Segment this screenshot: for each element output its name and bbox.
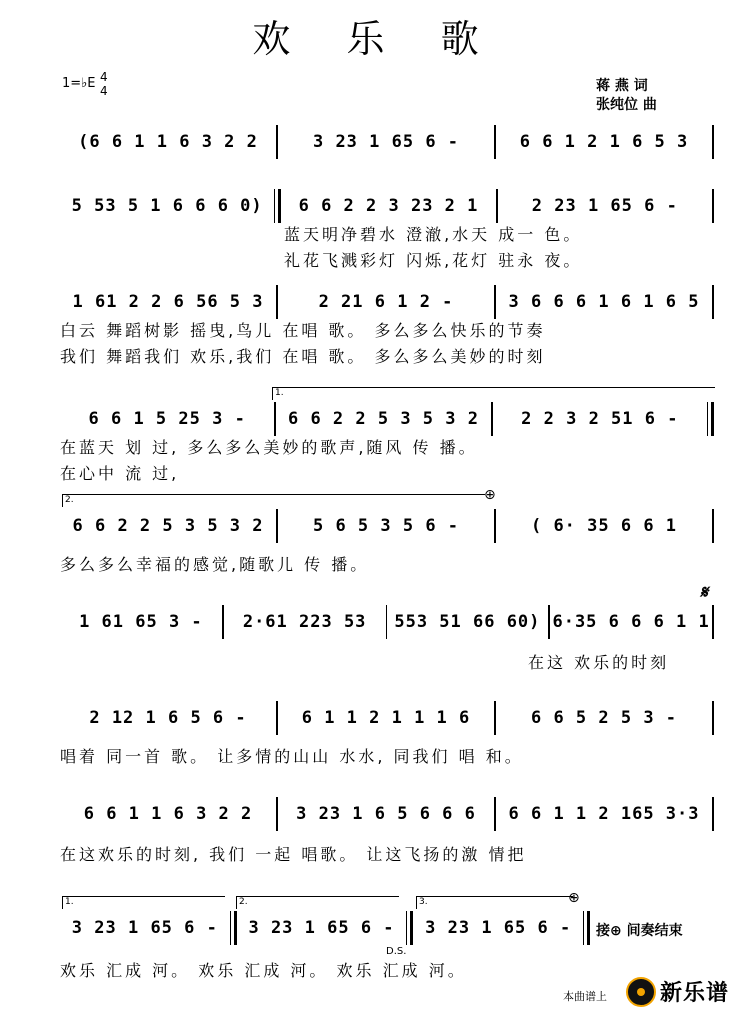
song-title: 欢 乐 歌 (252, 17, 501, 61)
coda-instruction: 接⊕ 间奏结束 (596, 923, 683, 939)
notes-row (60, 700, 714, 736)
first-ending-bracket: 1. (272, 387, 715, 400)
lyric-line: 白云 舞蹈树影 摇曳,鸟儿 在唱 歌。 多么多么快乐的节奏 (60, 321, 546, 340)
measure: 2 21 6 1 2 - (318, 292, 454, 312)
measure: 6 6 5 2 5 3 - (530, 708, 678, 728)
lyric-line: 我们 舞蹈我们 欢乐,我们 在唱 歌。 多么多么美妙的时刻 (60, 347, 546, 366)
measure: 3 23 1 65 6 - (248, 918, 395, 938)
measure: 2 23 1 65 6 - (531, 196, 678, 216)
measure: 1 61 65 3 - (79, 612, 203, 632)
measure: 6 6 2 2 3 23 2 1 (298, 196, 479, 216)
barline (712, 701, 714, 735)
site-logo (626, 976, 729, 1007)
repeat-end-barline (707, 402, 714, 436)
repeat-start-barline (274, 189, 281, 223)
lyric-line: 在这 欢乐的时刻 (528, 653, 670, 672)
double-barline (583, 911, 590, 945)
time-top: 4 (100, 70, 108, 84)
notes-row (60, 284, 714, 320)
segno-sign: 𝄋 (700, 582, 708, 603)
measure: 553 51 66 60) (394, 612, 541, 632)
measure: 3 23 1 65 6 - (312, 132, 460, 152)
barline (712, 605, 714, 639)
measure: 6 6 1 5 25 3 - (88, 409, 246, 429)
time-signature (100, 70, 108, 98)
measure: 6 6 1 1 2 165 3·3 (508, 804, 700, 824)
lyric-line: 蓝天明净碧水 澄澈,水天 成一 色。 (284, 225, 583, 244)
credits (596, 77, 657, 115)
measure: (6 6 1 1 6 3 2 2 (78, 132, 258, 152)
lyricist-credit: 蒋 燕 词 (596, 78, 648, 94)
notes-row (60, 508, 714, 544)
notes-row (60, 188, 714, 224)
repeat-end-barline (230, 911, 237, 945)
ending-bracket-1: 1. (62, 896, 225, 909)
lyric-line: 礼花飞溅彩灯 闪烁,花灯 驻永 夜。 (284, 251, 583, 270)
barline (712, 189, 714, 223)
lyric-line: 在心中 流 过, (60, 464, 180, 483)
time-bottom: 4 (100, 84, 108, 98)
lyric-line: 多么多么幸福的感觉,随歌儿 传 播。 (60, 555, 370, 574)
measure: 3 23 1 6 5 6 6 6 (296, 804, 476, 824)
notes-row (60, 604, 714, 640)
measure: 3 23 1 65 6 - (425, 918, 572, 938)
measure: 3 6 6 6 1 6 1 6 5 (508, 292, 700, 312)
measure: 6 1 1 2 1 1 1 6 (301, 708, 471, 728)
double-barline (406, 911, 413, 945)
notes-row (60, 796, 714, 832)
measure: 6 6 2 2 5 3 5 3 2 (287, 409, 479, 429)
dal-segno-mark: D.S. (386, 946, 407, 957)
lyric-line: 在蓝天 划 过, 多么多么美妙的歌声,随风 传 播。 (60, 438, 478, 457)
ending-bracket-3: 3. (416, 896, 573, 909)
barline (712, 285, 714, 319)
barline (712, 509, 714, 543)
lyric-line: 欢乐 汇成 河。 欢乐 汇成 河。 欢乐 汇成 河。 (60, 961, 467, 980)
measure: 6 6 2 2 5 3 5 3 2 (72, 516, 264, 536)
measure: 6·35 6 6 6 1 1 (552, 612, 710, 632)
measure: 6 6 1 2 1 6 5 3 (519, 132, 689, 152)
measure: 1 61 2 2 6 56 5 3 (72, 292, 264, 312)
measure: 5 6 5 3 5 6 - (312, 516, 460, 536)
logo-text: 新乐谱 (660, 981, 730, 1006)
measure: 2·61 223 53 (242, 612, 367, 632)
measure: 2 12 1 6 5 6 - (89, 708, 247, 728)
barline (712, 125, 714, 159)
ending-bracket-2: 2. (236, 896, 399, 909)
measure: 6 6 1 1 6 3 2 2 (83, 804, 253, 824)
second-ending-bracket: 2. (62, 494, 485, 507)
vinyl-disc-icon (626, 977, 656, 1007)
notes-row (60, 910, 590, 946)
notes-row (60, 401, 714, 437)
coda-sign: ⊕ (484, 487, 496, 503)
measure: 5 53 5 1 6 6 6 0) (71, 196, 263, 216)
composer-credit: 张纯位 曲 (596, 97, 657, 113)
measure: 2 2 3 2 51 6 - (521, 409, 679, 429)
lyric-line: 唱着 同一首 歌。 让多情的山山 水水, 同我们 唱 和。 (60, 747, 524, 766)
source-label: 本曲谱上 (563, 990, 607, 1003)
barline (712, 797, 714, 831)
lyric-line: 在这欢乐的时刻, 我们 一起 唱歌。 让这飞扬的激 情把 (60, 845, 527, 864)
coda-sign: ⊕ (568, 890, 580, 906)
measure: 3 23 1 65 6 - (71, 918, 218, 938)
notes-row (60, 124, 714, 160)
key-signature: 1=♭E (62, 76, 96, 91)
measure: ( 6· 35 6 6 1 (530, 516, 678, 536)
